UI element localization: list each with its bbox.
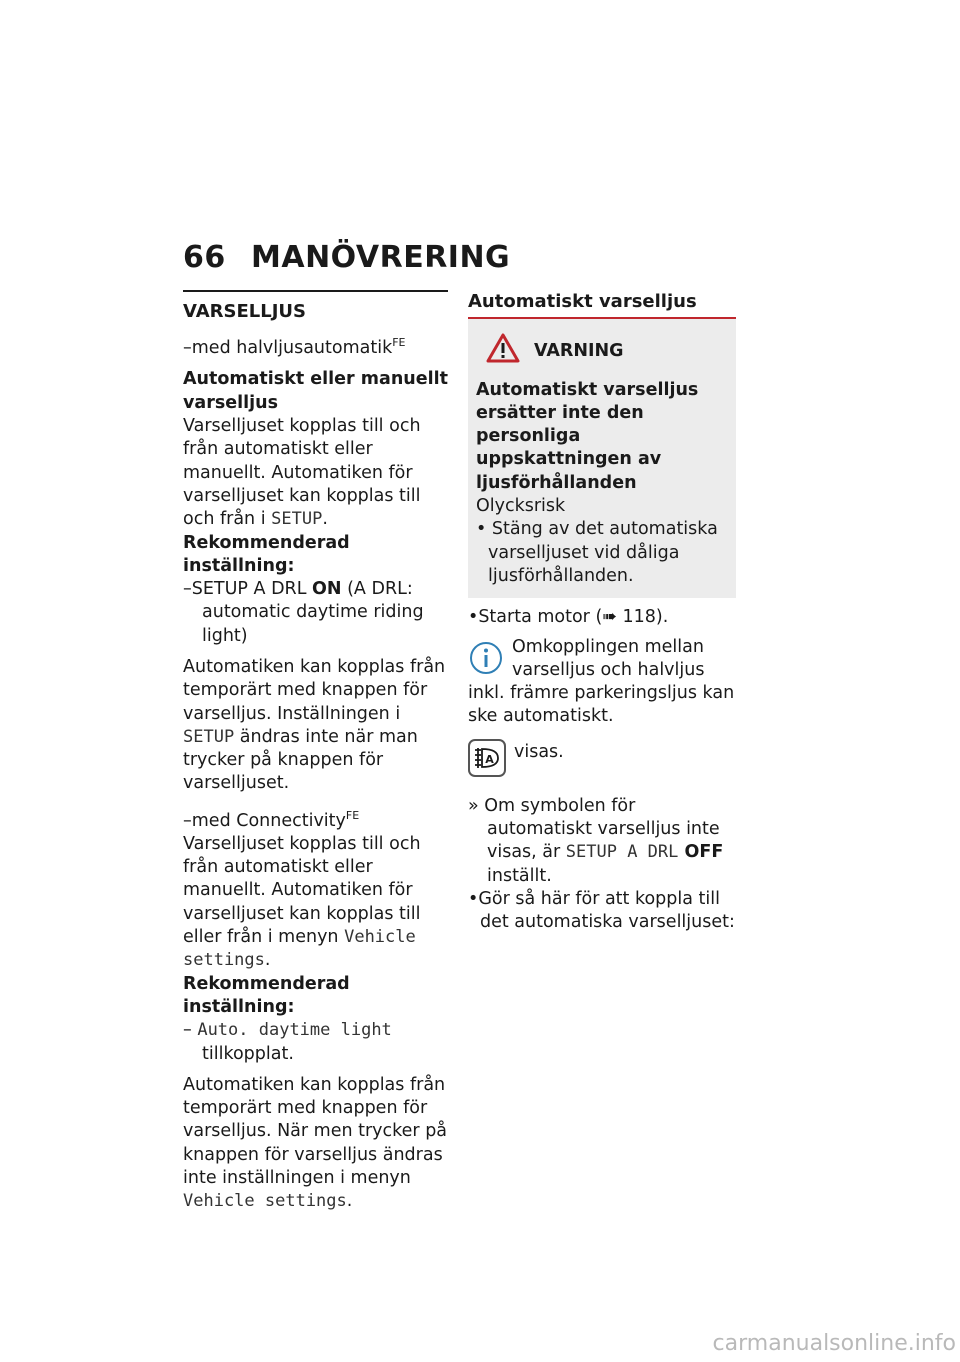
warning-heading: Automatiskt varselljus ersätter inte den personliga uppskattningen av ljusförhållanden: [476, 379, 699, 493]
info-text: Omkopplingen mellan varselljus och halvljus inkl. främre parkeringsljus kan ske automatiskt.: [468, 636, 735, 727]
recommended-setting-2: – Auto. daytime light tillkopplat.: [183, 1020, 392, 1064]
warning-label: VARNING: [534, 341, 624, 362]
paragraph-2: Automatiken kan kopplas från temporärt med knappen för varselljus. Inställningen i SETUP ändras inte när man trycker på knappen för varselljuset.: [183, 656, 446, 794]
chapter-title: MANÖVRERING: [251, 240, 511, 275]
right-column: [468, 290, 736, 935]
auto-drl-icon: [468, 739, 506, 777]
warning-triangle-icon: [486, 333, 520, 370]
paragraph-3: Varselljuset kopplas till och från automatiskt eller manuellt. Automatiken för varselljuset kan kopplas till eller från i menyn Vehicle settings.: [183, 833, 421, 971]
section-title-automatic: Automatiskt varselljus: [468, 291, 697, 312]
step-start-engine: •Starta motor (➠ 118).: [468, 607, 669, 628]
reference-arrow-icon: ➠: [602, 607, 617, 628]
variant-connectivity: –med Connectivity$^{FE}$: [183, 808, 360, 831]
drl-symbol-text: visas.: [514, 741, 564, 762]
info-note: [468, 636, 736, 729]
page-header: [183, 240, 510, 275]
svg-text:A: A: [485, 752, 494, 766]
warning-risk: Olycksrisk: [476, 496, 566, 517]
variant-halvljusautomatik: –med halvljusautomatik$^{FE}$: [183, 336, 406, 359]
page-number: 66: [183, 240, 226, 275]
warning-box: [468, 319, 736, 598]
section-rule: [183, 290, 448, 292]
info-icon: [468, 640, 504, 676]
recommended-heading-2: Rekommenderad inställning:: [183, 973, 350, 1017]
step-enable-auto-drl: •Gör så här för att koppla till det automatiska varselljuset:: [468, 888, 735, 933]
subheading: Automatiskt eller manuellt varselljus: [183, 369, 448, 413]
recommended-setting-1: –SETUP A DRL ON (A DRL: automatic daytime riding light): [183, 579, 424, 646]
condition-note: » Om symbolen för automatiskt varselljus inte visas, är SETUP A DRL OFF inställt.: [468, 795, 724, 886]
warning-bullet: • Stäng av det automatiska varselljuset vid dåliga ljusförhållanden.: [476, 519, 718, 586]
recommended-heading-1: Rekommenderad inställning:: [183, 532, 350, 576]
section-title-varselljus: VARSELLJUS: [183, 301, 306, 322]
paragraph-4: Automatiken kan kopplas från temporärt med knappen för varselljus. När men trycker på knappen för varselljus ändras inte inställningen i menyn Vehicle settings.: [183, 1074, 448, 1212]
watermark: carmanualsonline.info: [712, 1331, 956, 1356]
left-column: [183, 290, 448, 1214]
paragraph-1: Varselljuset kopplas till och från automatiskt eller manuellt. Automatiken för varselljuset kan kopplas till och från i SETUP.: [183, 416, 421, 530]
drl-symbol-row: [468, 737, 736, 777]
